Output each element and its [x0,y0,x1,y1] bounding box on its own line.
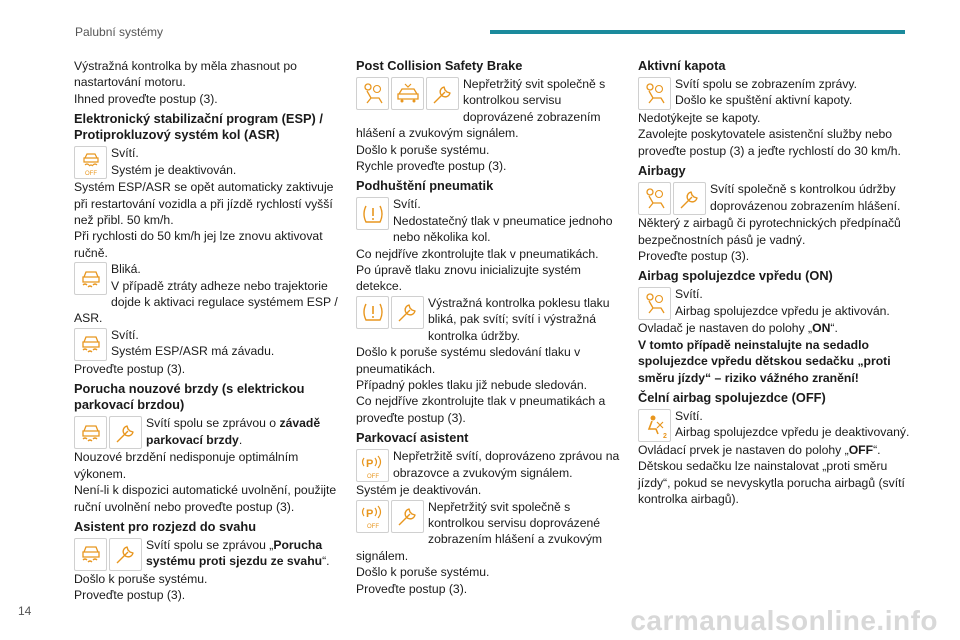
pax-off-block [638,408,910,442]
column-right [638,58,910,508]
airbags-text: Některý z airbagů či pyrotechnických předpínačů bezpečnostních pásů je vadný. [638,216,901,247]
tyre-text: Došlo k poruše systému sledování tlaku v pneumatikách. [356,345,581,376]
tyre-text: Případný pokles tlaku již nebude sledován. [356,377,588,392]
esp-block-1 [74,145,346,179]
hill-heading: Asistent pro rozjezd do svahu [74,518,257,534]
park-assist-off-icon [356,449,389,482]
park-heading: Parkovací asistent [356,430,469,446]
wrench-icon [109,538,142,571]
esp-icon [74,416,107,449]
airbags-heading: Airbagy [638,163,686,179]
esp-b3-line: Svítí. [111,327,139,342]
column-middle [356,58,628,597]
pax-off-text: Dětskou sedačku lze nainstalovat „proti směru jízdy“, pokud se nevyskytla porucha airbagů (svítí kontrolka airbagů). [638,459,905,507]
column-left [74,58,346,604]
brake-text: . [238,432,243,447]
watermark: carmanualsonline.info [630,605,938,636]
pax-off-text: Airbag spolujezdce vpředu je deaktivovaný. [675,425,910,440]
esp-heading: Elektronický stabilizační program (ESP) / Protiprokluzový systém kol (ASR) [74,111,323,143]
intro-line: Ihned proveďte postup (3). [74,91,218,106]
hill-text-bold: Porucha systému proti sjezdu ze svahu [146,537,323,569]
airbags-text: Proveďte postup (3). [638,249,750,264]
pax-on-block [638,286,910,320]
airbag-icon [638,287,671,320]
pax-off-text-bold: OFF [848,443,874,458]
park-text: Nepřetržitě svítí, doprovázeno zprávou na obrazovce a zvukovým signálem. [393,449,620,480]
esp-icon [74,538,107,571]
tyre-block-1 [356,196,628,245]
esp-b2-line: Bliká. [111,262,141,277]
pcsb-text: Došlo k poruše systému. [356,142,490,157]
park-assist-off-icon [356,500,389,533]
hood-block [638,76,910,110]
hood-text: Nedotýkejte se kapoty. [638,111,761,125]
pax-on-text: Ovladač je nastaven do polohy „ [638,321,813,336]
hill-block [74,537,346,571]
pax-off-text: Svítí. [675,409,703,424]
hood-text: Došlo ke spuštění aktivní kapoty. [675,93,853,108]
page-number: 14 [18,604,32,618]
hill-text: Svítí spolu se zprávou „ [146,537,274,552]
esp-icon [74,262,107,295]
pcsb-text: Nepřetržitý svit společně s kontrolkou servisu doprovázené zobrazením hlášení a zvukovým signálem. [356,77,606,141]
esp-b1-line: Systém je deaktivován. [111,162,237,177]
esp-off-icon [74,146,107,179]
park-block-1 [356,448,628,482]
wrench-icon [426,77,459,110]
pax-off-heading: Čelní airbag spolujezdce (OFF) [638,390,826,406]
pcsb-text: Rychle proveďte postup (3). [356,159,507,174]
esp-b3-line: Systém ESP/ASR má závadu. [111,344,275,359]
header-accent-bar [490,30,905,34]
esp-b1-line: Svítí. [111,146,139,161]
wrench-icon [109,416,142,449]
pax-on-warning: V tomto případě neinstalujte na sedadlo spolujezdce vpředu dětskou sedačku „proti směru jízdy“ – riziko vážného zranění! [638,337,891,385]
esp-text: Systém ESP/ASR se opět automaticky zaktivuje při restartování vozidla a při jízdě rychlostí vyšší než přibl. 50 km/h. [74,180,334,228]
esp-b2-line: V případě ztráty adheze nebo trajektorie dojde k aktivaci regulace systémem ESP / ASR. [74,278,338,326]
tyre-text: Svítí. [393,197,421,212]
tyre-text: Nedostatečný tlak v pneumatice jednoho nebo několika kol. [393,213,613,245]
person-icon [638,77,671,110]
person-icon [356,77,389,110]
park-text: Došlo k poruše systému. [356,565,490,580]
pax-on-text: Svítí. [675,287,703,302]
tyre-pressure-icon [356,296,389,329]
park-text: Proveďte postup (3). [356,581,468,596]
esp-text: Při rychlosti do 50 km/h jej lze znovu aktivovat ručně. [74,229,323,260]
park-text: Nepřetržitý svit společně s kontrolkou servisu doprovázené zobrazením hlášení a zvukovým signálem. [356,499,603,563]
pax-on-text: Airbag spolujezdce vpředu je aktivován. [675,303,890,318]
airbag-icon [638,182,671,215]
park-block-2 [356,499,628,565]
intro-line: Výstražná kontrolka by měla zhasnout po nastartování motoru. [74,59,297,90]
tyre-text: Po úpravě tlaku znovu inicializujte systém detekce. [356,263,581,294]
tyre-text: Co nejdříve zkontrolujte tlak v pneumatikách a proveďte postup (3). [356,394,606,425]
hood-heading: Aktivní kapota [638,58,726,73]
brake-block [74,415,346,449]
tyre-pressure-icon [356,197,389,230]
hill-text: Došlo k poruše systému. [74,571,208,586]
wrench-icon [391,296,424,329]
tyre-heading: Podhuštění pneumatik [356,178,494,194]
hill-text: “. [322,554,330,569]
brake-text: Nouzové brzdění nedisponuje optimálním výkonem. [74,450,299,481]
airbag-off-icon [638,409,671,442]
esp-block-3 [74,327,346,361]
page-header-title: Palubní systémy [75,25,164,39]
hood-text: Svítí spolu se zobrazením zprávy. [675,77,857,91]
esp-icon [74,328,107,361]
pax-off-text: Ovládací prvek je nastaven do polohy „ [638,443,849,458]
hill-text: Proveďte postup (3). [74,588,186,603]
esp-block-2 [74,261,346,327]
pax-off-text: “. [873,443,881,458]
tyre-text: Co nejdříve zkontrolujte tlak v pneumatikách. [356,246,599,261]
esp-text: Proveďte postup (3). [74,361,186,376]
park-text: Systém je deaktivován. [356,483,482,498]
brake-heading: Porucha nouzové brzdy (s elektrickou parkovací brzdou) [74,381,305,413]
brake-text-bold: závadě parkovací brzdy [146,416,321,447]
brake-text: Svítí spolu se zprávou o [146,416,280,431]
airbags-block [638,181,910,215]
pcsb-block [356,76,628,142]
wrench-icon [673,182,706,215]
pax-on-heading: Airbag spolujezdce vpředu (ON) [638,268,833,284]
brake-text: Není-li k dispozici automatické uvolnění, použijte ruční uvolnění nebo proveďte postup (3). [74,483,337,514]
pax-on-text: “. [830,321,838,336]
tyre-block-2 [356,295,628,344]
hood-text: Zavolejte poskytovatele asistenční služby nebo proveďte postup (3) a jeďte rychlostí do 30 km/h. [638,127,901,158]
tyre-text: Výstražná kontrolka poklesu tlaku bliká, pak svítí; svítí i výstražná kontrolka údržby. [428,295,610,343]
wrench-icon [391,500,424,533]
collision-icon [391,77,424,110]
pax-on-text-bold: ON [812,321,831,336]
airbags-text: Svítí společně s kontrolkou údržby doprovázenou zobrazením hlášení. [710,182,901,213]
pcsb-heading: Post Collision Safety Brake [356,58,523,73]
